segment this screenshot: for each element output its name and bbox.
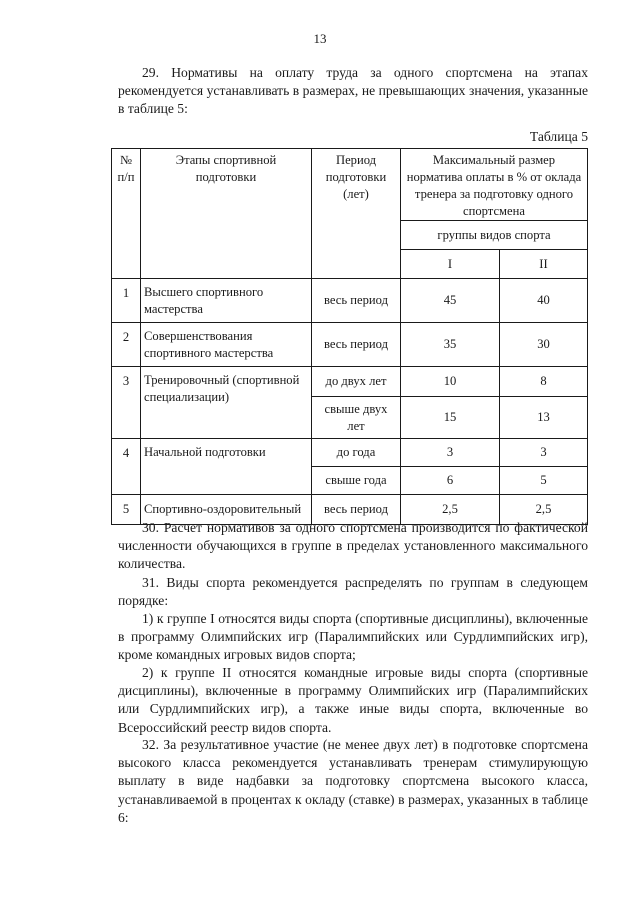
row-value-group-2: 30 xyxy=(500,323,588,367)
table-row xyxy=(112,367,588,397)
row-period: до двух лет xyxy=(312,367,401,397)
row-value-group-1: 10 xyxy=(401,367,500,397)
row-period: до года xyxy=(312,439,401,467)
page-number: 13 xyxy=(313,31,327,46)
table-row xyxy=(112,279,588,323)
row-num: 5 xyxy=(112,495,141,525)
row-value-group-2: 8 xyxy=(500,367,588,397)
row-value-group-2: 3 xyxy=(500,439,588,467)
row-stage: Спортивно-оздоровительный xyxy=(141,495,312,525)
row-stage: Начальной подготовки xyxy=(141,439,312,495)
paragraph-31: 31. Виды спорта рекомендуется распределять по группам в следующем порядке: xyxy=(118,575,588,609)
row-stage: Тренировочный (спортивной специализации) xyxy=(141,367,312,439)
header-num: № п/п xyxy=(112,149,141,279)
header-groups: группы видов спорта xyxy=(401,221,588,250)
header-group-1: I xyxy=(401,250,500,279)
row-value-group-2: 5 xyxy=(500,467,588,495)
paragraph-30: 30. Расчет нормативов за одного спортсмена производится по фактической численности обучающихся в группе в пределах установленного максимального количества. xyxy=(118,520,588,572)
row-stage: Совершенствования спортивного мастерства xyxy=(141,323,312,367)
row-period: свыше двух лет xyxy=(312,397,401,439)
row-value-group-1: 35 xyxy=(401,323,500,367)
row-period: весь период xyxy=(312,495,401,525)
row-value-group-1: 2,5 xyxy=(401,495,500,525)
paragraph-32: 32. За результативное участие (не менее двух лет) в подготовке спортсмена высокого класса рекомендуется устанавливать тренерам стимулирующую выплату в виде надбавки за подготовку спортсмена высокого класса, устанавливаемой в процентах к окладу (ставке) в размерах, указанных в таблице 6: xyxy=(118,737,588,825)
row-value-group-2: 13 xyxy=(500,397,588,439)
row-value-group-2: 40 xyxy=(500,279,588,323)
paragraph-29: 29. Нормативы на оплату труда за одного спортсмена на этапах рекомендуется устанавливать в размерах, не превышающих значения, указанные в таблице 5: xyxy=(118,65,588,117)
row-value-group-2: 2,5 xyxy=(500,495,588,525)
table-header-row xyxy=(112,149,588,221)
header-group-2: II xyxy=(500,250,588,279)
paragraph-31-item-2: 2) к группе II относятся командные игровые виды спорта (спортивные дисциплины), включенные в программу Олимпийских игр (Паралимпийских или Сурдлимпийских игр), а также иные виды спорта, включенные во Всероссийский реестр видов спорта. xyxy=(118,665,588,735)
row-num: 3 xyxy=(112,367,141,439)
row-stage: Высшего спортивного мастерства xyxy=(141,279,312,323)
paragraph-31-item-1: 1) к группе I относятся виды спорта (спортивные дисциплины), включенные в программу Олимпийских игр (Паралимпийских или Сурдлимпийских игр), кроме командных игровых видов спорта; xyxy=(118,611,588,663)
row-num: 4 xyxy=(112,439,141,495)
row-value-group-1: 15 xyxy=(401,397,500,439)
table-caption: Таблица 5 xyxy=(529,129,588,144)
row-period: весь период xyxy=(312,279,401,323)
table-row xyxy=(112,439,588,467)
table-row xyxy=(112,323,588,367)
row-period: весь период xyxy=(312,323,401,367)
header-stage: Этапы спортивной подготовки xyxy=(141,149,312,279)
row-num: 2 xyxy=(112,323,141,367)
header-max-norm: Максимальный размер норматива оплаты в % от оклада тренера за подготовку одного спортсмена xyxy=(401,149,588,221)
row-value-group-1: 45 xyxy=(401,279,500,323)
row-period: свыше года xyxy=(312,467,401,495)
norms-table xyxy=(111,148,588,525)
row-value-group-1: 3 xyxy=(401,439,500,467)
row-num: 1 xyxy=(112,279,141,323)
row-value-group-1: 6 xyxy=(401,467,500,495)
header-period: Период подготовки (лет) xyxy=(312,149,401,279)
